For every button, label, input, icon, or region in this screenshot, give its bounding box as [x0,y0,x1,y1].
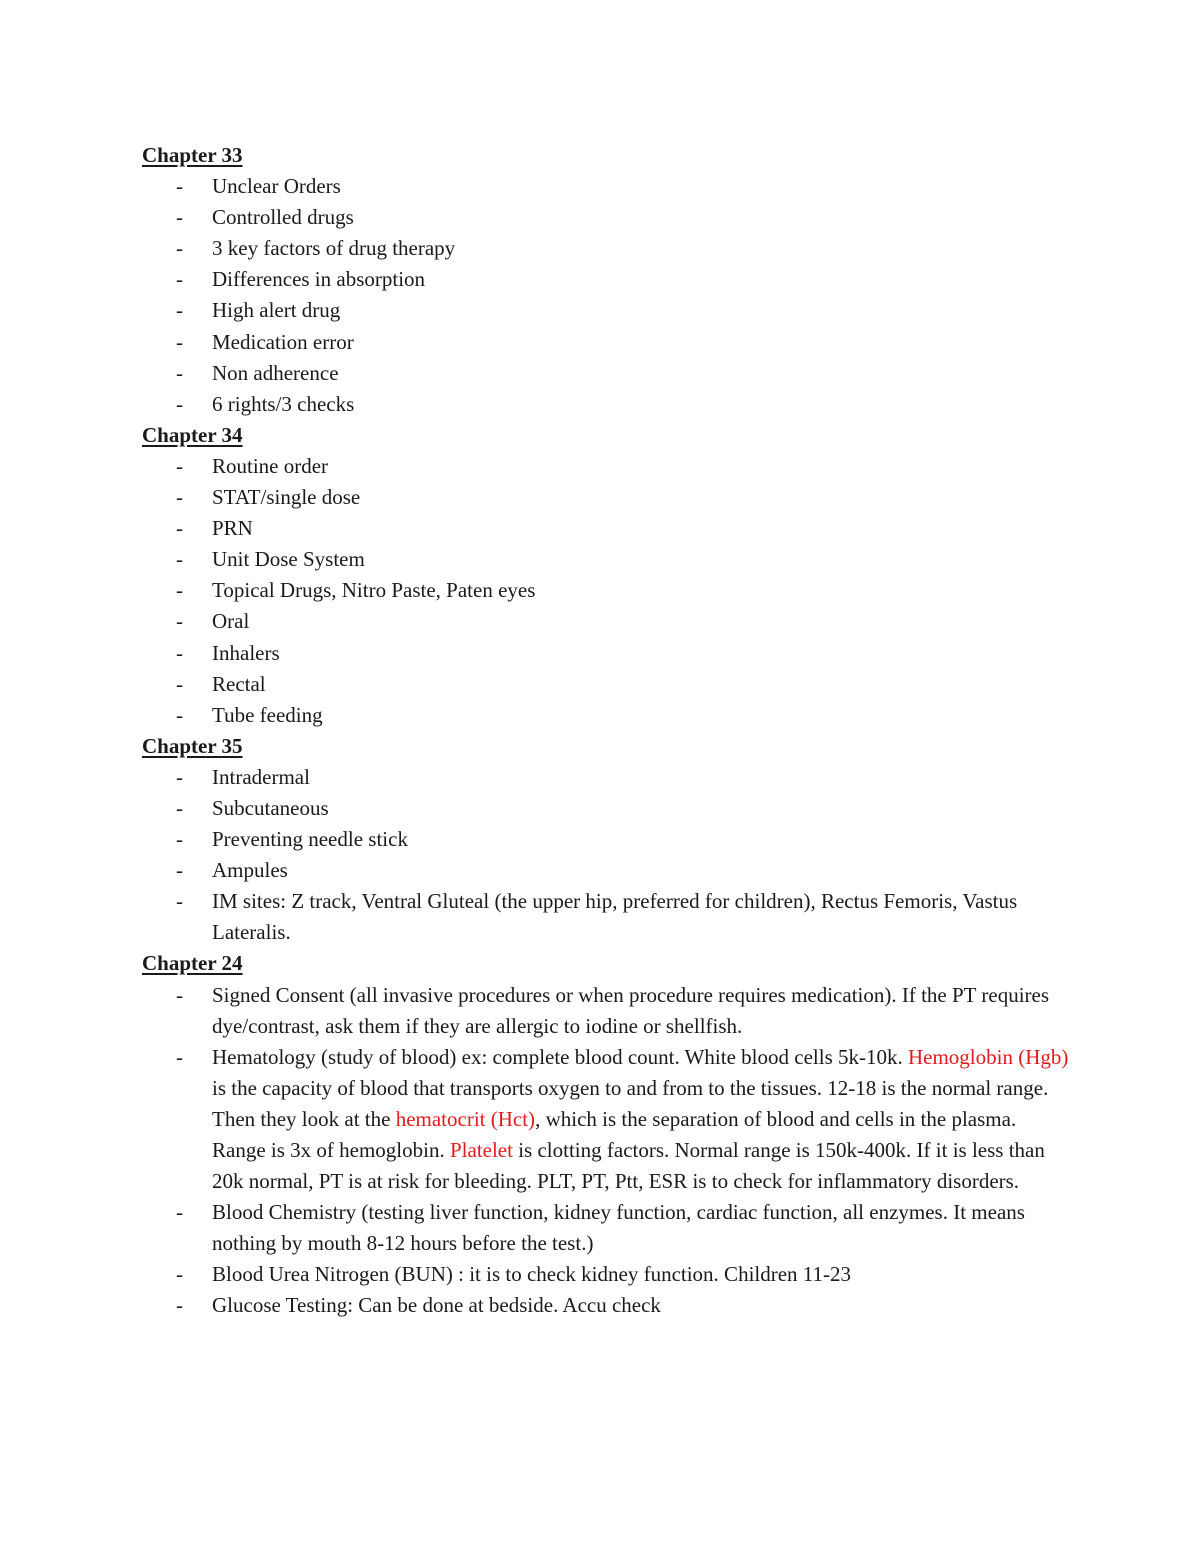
item-text: IM sites: Z track, Ventral Gluteal (the upper hip, preferred for children), Rectus Femoris, Vastus Lateralis. [212,889,1018,945]
list-dash: - [176,485,183,510]
list-item [142,700,1072,731]
list-item [142,544,1072,575]
section-chapter-35 [142,731,1072,949]
item-text: Unit Dose System [212,547,365,572]
list-item [142,264,1072,295]
item-text: Hematology (study of blood) ex: complete blood count. White blood cells 5k-10k. [212,1044,903,1069]
item-text: Glucose Testing: Can be done at bedside. Accu check [212,1293,661,1318]
item-text: Non adherence [212,360,339,385]
list-item [142,513,1072,544]
item-text: Blood Urea Nitrogen (BUN) : it is to check kidney function. Children 11-23 [212,1262,852,1287]
list-dash: - [176,1293,183,1318]
list-dash: - [176,702,183,727]
list-item [142,451,1072,482]
item-text: , which is the separation of blood and cells in the plasma. Range is 3x of hemoglobin. [212,1106,1017,1162]
list-item [142,327,1072,358]
item-text: Blood Chemistry (testing liver function, kidney function, cardiac function, all enzymes. It means nothing by mouth 8-12 hours before the test.) [212,1200,1025,1256]
list-dash: - [176,360,183,385]
list-dash: - [176,516,183,541]
item-text: Signed Consent (all invasive procedures or when procedure requires medication). If the PT requires dye/contrast, ask them if they are allergic to iodine or shellfish. [212,982,1050,1038]
highlight-platelet: Platelet [449,1138,513,1162]
chapter-heading: Chapter 33 [142,143,243,167]
item-text: is the capacity of blood that transports oxygen to and from to the tissues. 12-18 is the normal range. [212,1075,1049,1100]
item-text: Subcutaneous [212,795,329,820]
item-text: Topical Drugs, Nitro Paste, Paten eyes [212,578,536,603]
item-text: PRN [212,516,253,541]
item-text: is clotting factors. Normal range is 150k-400k. If it is less than 20k normal, PT is at risk for bleeding. PLT, PT, Ptt, ESR is to check for inflammatory disorders. [212,1138,1045,1194]
list-dash: - [176,1044,183,1069]
item-text: High alert drug [212,298,341,323]
item-text: Medication error [212,329,354,354]
list-dash: - [176,858,183,883]
list-item [142,606,1072,637]
list-item [142,202,1072,233]
item-list [142,980,1072,1322]
item-text: Unclear Orders [212,174,341,199]
list-item [142,358,1072,389]
highlight-hematocrit: hematocrit (Hct) [395,1106,536,1131]
list-dash: - [176,764,183,789]
list-dash: - [176,453,183,478]
document-page [142,140,1072,1322]
list-dash: - [176,205,183,230]
list-dash: - [176,236,183,261]
item-text: Inhalers [212,640,280,665]
list-dash: - [176,609,183,634]
item-text: Intradermal [212,764,310,789]
chapter-heading: Chapter 24 [142,951,243,976]
list-dash: - [176,671,183,696]
list-item [142,855,1072,886]
list-item [142,638,1072,669]
list-item [142,482,1072,513]
list-item-hematology [142,1042,1072,1197]
list-dash: - [176,982,183,1007]
list-item [142,669,1072,700]
item-text: Then they look at the [212,1106,396,1131]
list-item [142,1259,1072,1290]
item-text: Differences in absorption [212,267,426,292]
list-item [142,762,1072,793]
item-list [142,762,1072,949]
list-dash: - [176,267,183,292]
chapter-heading: Chapter 35 [142,733,243,758]
item-list [142,451,1072,731]
list-dash: - [176,329,183,354]
list-dash: - [176,889,183,914]
item-text: Rectal [212,671,266,696]
list-dash: - [176,1262,183,1287]
list-item [142,1197,1072,1259]
list-dash: - [176,1200,183,1225]
list-item [142,980,1072,1042]
item-text: 3 key factors of drug therapy [212,236,456,261]
list-dash: - [176,298,183,323]
list-item [142,233,1072,264]
list-item [142,824,1072,855]
section-chapter-24 [142,948,1072,1321]
list-item [142,575,1072,606]
list-dash: - [176,795,183,820]
list-dash: - [176,391,183,416]
item-text: Controlled drugs [212,205,354,230]
highlight-hemoglobin: Hemoglobin (Hgb) [907,1044,1069,1069]
list-item [142,793,1072,824]
hematology-paragraph-1 [212,1042,1072,1104]
list-dash: - [176,640,183,665]
section-chapter-33 [142,140,1072,420]
list-item [142,171,1072,202]
item-text: Routine order [212,453,329,478]
list-dash: - [176,547,183,572]
item-list [142,171,1072,420]
list-item [142,1290,1072,1321]
list-dash: - [176,578,183,603]
item-text: Oral [212,609,250,634]
hematology-paragraph-2 [212,1104,1072,1197]
item-text: 6 rights/3 checks [212,391,355,416]
item-text: Ampules [212,858,288,883]
item-text: STAT/single dose [212,485,361,510]
list-dash: - [176,174,183,199]
list-item [142,389,1072,420]
list-item [142,886,1072,948]
section-chapter-34 [142,420,1072,731]
item-text: Tube feeding [212,702,323,727]
list-item [142,295,1072,326]
chapter-heading: Chapter 34 [142,422,243,447]
list-dash: - [176,827,183,852]
item-text: Preventing needle stick [212,827,408,852]
